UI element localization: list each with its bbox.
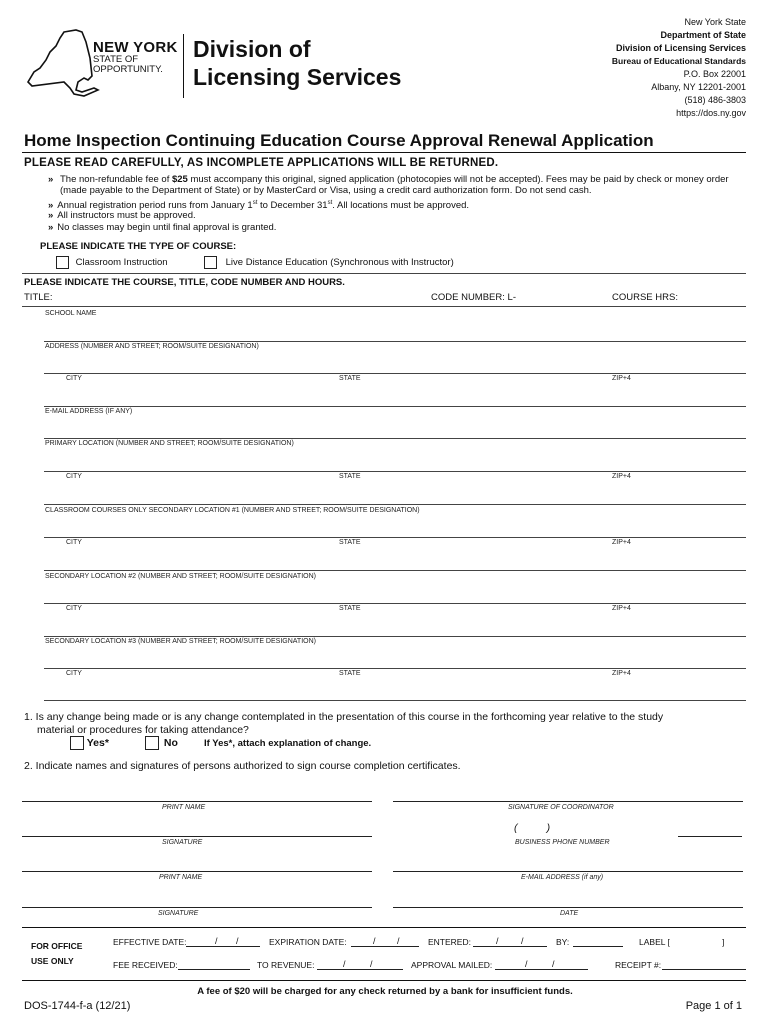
date-slash: / xyxy=(552,959,555,969)
signature-2-input[interactable] xyxy=(22,907,372,908)
bullet-classes xyxy=(48,222,276,233)
phone-input[interactable] xyxy=(678,836,742,837)
page-number: Page 1 of 1 xyxy=(685,1000,742,1012)
warning-text: PLEASE READ CAREFULLY, AS INCOMPLETE APPLICATIONS WILL BE RETURNED. xyxy=(24,157,499,169)
agency-line: New York State xyxy=(684,17,746,27)
email-input[interactable] xyxy=(44,438,746,439)
course-type-distance[interactable] xyxy=(204,256,454,269)
signature-label: SIGNATURE xyxy=(162,839,203,846)
office-use-box xyxy=(22,927,746,981)
course-hours-label: COURSE HRS: xyxy=(612,292,678,303)
bullet-fee-amount: $25 xyxy=(171,174,188,185)
city-label: CITY xyxy=(66,473,82,480)
form-id: DOS-1744-f-a (12/21) xyxy=(24,1000,131,1012)
date-slash: / xyxy=(343,959,346,969)
secondary2-input[interactable] xyxy=(44,603,746,604)
agency-line: P.O. Box 22001 xyxy=(683,69,746,79)
zip-label: ZIP+4 xyxy=(612,375,631,382)
signature-2-label: SIGNATURE xyxy=(158,910,199,917)
logo-state-of: STATE OF xyxy=(93,54,139,65)
print-name-2-input[interactable] xyxy=(22,871,372,872)
bullet-reg-sup2: st xyxy=(327,200,333,206)
date-slash: / xyxy=(496,936,499,946)
city-state-zip-input[interactable] xyxy=(44,406,746,407)
approval-mailed-label: APPROVAL MAILED: xyxy=(411,960,493,970)
signature-input[interactable] xyxy=(22,836,372,837)
email-label: E-MAIL ADDRESS (IF ANY) xyxy=(45,408,133,415)
classroom-label: Classroom Instruction xyxy=(75,257,168,269)
primary-city-input[interactable] xyxy=(44,504,746,505)
state-label: STATE xyxy=(339,539,361,546)
agency-line: Albany, NY 12201-2001 xyxy=(651,82,746,92)
receipt-label: RECEIPT #: xyxy=(615,960,662,970)
approval-mailed-input[interactable] xyxy=(495,969,588,970)
secondary3-city-input[interactable] xyxy=(44,700,746,701)
secondary3-label: SECONDARY LOCATION #3 (NUMBER AND STREET; ROOM/SUITE DESIGNATION) xyxy=(45,638,316,645)
school-name-label: SCHOOL NAME xyxy=(45,310,97,317)
office-label-1: FOR OFFICE xyxy=(31,941,83,951)
date-label: DATE xyxy=(560,910,579,917)
course-title-label: TITLE: xyxy=(24,292,53,303)
date-slash: / xyxy=(373,936,376,946)
agency-address xyxy=(612,16,746,120)
date-slash: / xyxy=(370,959,373,969)
date-slash: / xyxy=(521,936,524,946)
no-label: No xyxy=(163,736,178,749)
state-label: STATE xyxy=(339,375,361,382)
agency-line: Division of Licensing Services xyxy=(615,43,746,53)
city-label: CITY xyxy=(66,375,82,382)
agency-line: https://dos.ny.gov xyxy=(676,108,746,118)
new-york-state-outline-icon xyxy=(24,28,102,100)
primary-location-label: PRIMARY LOCATION (NUMBER AND STREET; ROOM/SUITE DESIGNATION) xyxy=(45,440,294,447)
bullet-reg-b: to December 31 xyxy=(257,200,328,212)
secondary1-input[interactable] xyxy=(44,537,746,538)
code-number-label: CODE NUMBER: L- xyxy=(431,292,516,303)
fee-received-label: FEE RECEIVED: xyxy=(113,960,178,970)
to-revenue-label: TO REVENUE: xyxy=(257,960,315,970)
entered-input[interactable] xyxy=(473,946,547,947)
question-1-no[interactable] xyxy=(145,736,178,750)
label-field-close: ] xyxy=(722,937,725,947)
yes-note: If Yes*, attach explanation of change. xyxy=(204,738,372,749)
bullet-instructors xyxy=(48,210,196,221)
city-label: CITY xyxy=(66,539,82,546)
page-title: Home Inspection Continuing Education Course Approval Renewal Application xyxy=(24,131,654,150)
agency-line: Department of State xyxy=(660,30,746,40)
expiration-date-label: EXPIRATION DATE: xyxy=(269,937,347,947)
divider xyxy=(22,306,746,307)
state-label: STATE xyxy=(339,605,361,612)
email-2-label: E-MAIL ADDRESS (if any) xyxy=(521,874,604,881)
date-input[interactable] xyxy=(393,907,743,908)
primary-location-input[interactable] xyxy=(44,471,746,472)
email-2-input[interactable] xyxy=(393,871,743,872)
expiration-date-input[interactable] xyxy=(351,946,419,947)
question-2: 2. Indicate names and signatures of persons authorized to sign course completion certificates. xyxy=(24,760,461,772)
label-field-label: LABEL [ xyxy=(639,937,670,947)
bullet-marker-icon: » xyxy=(48,174,54,185)
print-name-2-label: PRINT NAME xyxy=(159,874,203,881)
office-label-2: USE ONLY xyxy=(31,956,74,966)
logo-opportunity: OPPORTUNITY. xyxy=(93,64,163,75)
phone-area-code: ( ) xyxy=(514,822,551,834)
logo-divider xyxy=(183,34,184,98)
course-info-heading: PLEASE INDICATE THE COURSE, TITLE, CODE NUMBER AND HOURS. xyxy=(24,277,345,288)
distance-label: Live Distance Education (Synchronous with Instructor) xyxy=(225,257,454,269)
title-rule xyxy=(22,152,746,153)
yes-label: Yes* xyxy=(86,736,109,749)
to-revenue-input[interactable] xyxy=(317,969,403,970)
state-label: STATE xyxy=(339,473,361,480)
zip-label: ZIP+4 xyxy=(612,670,631,677)
date-slash: / xyxy=(215,936,218,946)
city-label: CITY xyxy=(66,605,82,612)
yes-checkbox[interactable] xyxy=(70,736,84,750)
secondary1-label: CLASSROOM COURSES ONLY SECONDARY LOCATION #1 (NUMBER AND STREET; ROOM/SUITE DESIGNATION) xyxy=(45,507,420,514)
divider xyxy=(22,273,746,274)
bullet-marker-icon: » xyxy=(48,222,54,233)
distance-checkbox[interactable] xyxy=(204,256,217,269)
course-type-heading: PLEASE INDICATE THE TYPE OF COURSE: xyxy=(40,241,237,252)
zip-label: ZIP+4 xyxy=(612,473,631,480)
bullet-instructors-text: All instructors must be approved. xyxy=(57,210,196,221)
print-name-label: PRINT NAME xyxy=(162,804,206,811)
division-title-line1: Division of xyxy=(193,36,311,62)
question-1-line2: material or procedures for taking attendance? xyxy=(37,724,249,736)
agency-line: (518) 486-3803 xyxy=(684,95,746,105)
bullet-reg-a: Annual registration period runs from January 1 xyxy=(57,200,253,212)
school-name-input[interactable] xyxy=(44,341,746,342)
bullet-reg-sup1: st xyxy=(252,200,258,206)
bullet-fee-pre: The non-refundable fee of xyxy=(60,174,172,185)
coordinator-label: SIGNATURE OF COORDINATOR xyxy=(508,804,614,811)
print-name-input[interactable] xyxy=(22,801,372,802)
bullet-fee-post: must accompany this original, signed application (photocopies will not be accepted). Fees may be paid by check or money order (made payable to the Department of State) or by MasterCard or Visa, using a credit card authorization form. Do not send cash. xyxy=(60,174,729,196)
question-1-line1: 1. Is any change being made or is any change contemplated in the presentation of this course in the forthcoming year relative to the study xyxy=(24,711,664,723)
secondary2-label: SECONDARY LOCATION #2 (NUMBER AND STREET; ROOM/SUITE DESIGNATION) xyxy=(45,573,316,580)
logo-new-york: NEW YORK xyxy=(93,39,178,56)
no-checkbox[interactable] xyxy=(145,736,159,750)
bullet-marker-icon: » xyxy=(48,200,54,212)
classroom-checkbox[interactable] xyxy=(56,256,69,269)
receipt-input[interactable] xyxy=(662,969,746,970)
secondary2-city-input[interactable] xyxy=(44,636,746,637)
date-slash: / xyxy=(397,936,400,946)
state-label: STATE xyxy=(339,670,361,677)
zip-label: ZIP+4 xyxy=(612,605,631,612)
nsf-notice: A fee of $20 will be charged for any check returned by a bank for insufficient funds. xyxy=(197,986,573,997)
secondary1-city-input[interactable] xyxy=(44,570,746,571)
entered-label: ENTERED: xyxy=(428,937,471,947)
address-input[interactable] xyxy=(44,373,746,374)
by-label: BY: xyxy=(556,937,570,947)
bullet-classes-text: No classes may begin until final approval is granted. xyxy=(57,222,277,233)
bullet-fee xyxy=(48,174,738,196)
question-1 xyxy=(24,711,663,737)
zip-label: ZIP+4 xyxy=(612,539,631,546)
bullet-reg-c: . All locations must be approved. xyxy=(332,200,470,212)
coordinator-signature-input[interactable] xyxy=(393,801,743,802)
secondary3-input[interactable] xyxy=(44,668,746,669)
course-type-classroom[interactable] xyxy=(56,256,168,269)
fee-received-input[interactable] xyxy=(178,969,250,970)
by-input[interactable] xyxy=(573,946,623,947)
address-label: ADDRESS (NUMBER AND STREET; ROOM/SUITE DESIGNATION) xyxy=(45,343,259,350)
division-title-line2: Licensing Services xyxy=(193,64,402,90)
phone-label: BUSINESS PHONE NUMBER xyxy=(515,839,610,846)
effective-date-label: EFFECTIVE DATE: xyxy=(113,937,187,947)
effective-date-input[interactable] xyxy=(186,946,260,947)
date-slash: / xyxy=(236,936,239,946)
question-1-yes[interactable] xyxy=(70,736,109,750)
bullet-marker-icon: » xyxy=(48,210,54,221)
date-slash: / xyxy=(525,959,528,969)
city-label: CITY xyxy=(66,670,82,677)
agency-line: Bureau of Educational Standards xyxy=(611,56,746,66)
